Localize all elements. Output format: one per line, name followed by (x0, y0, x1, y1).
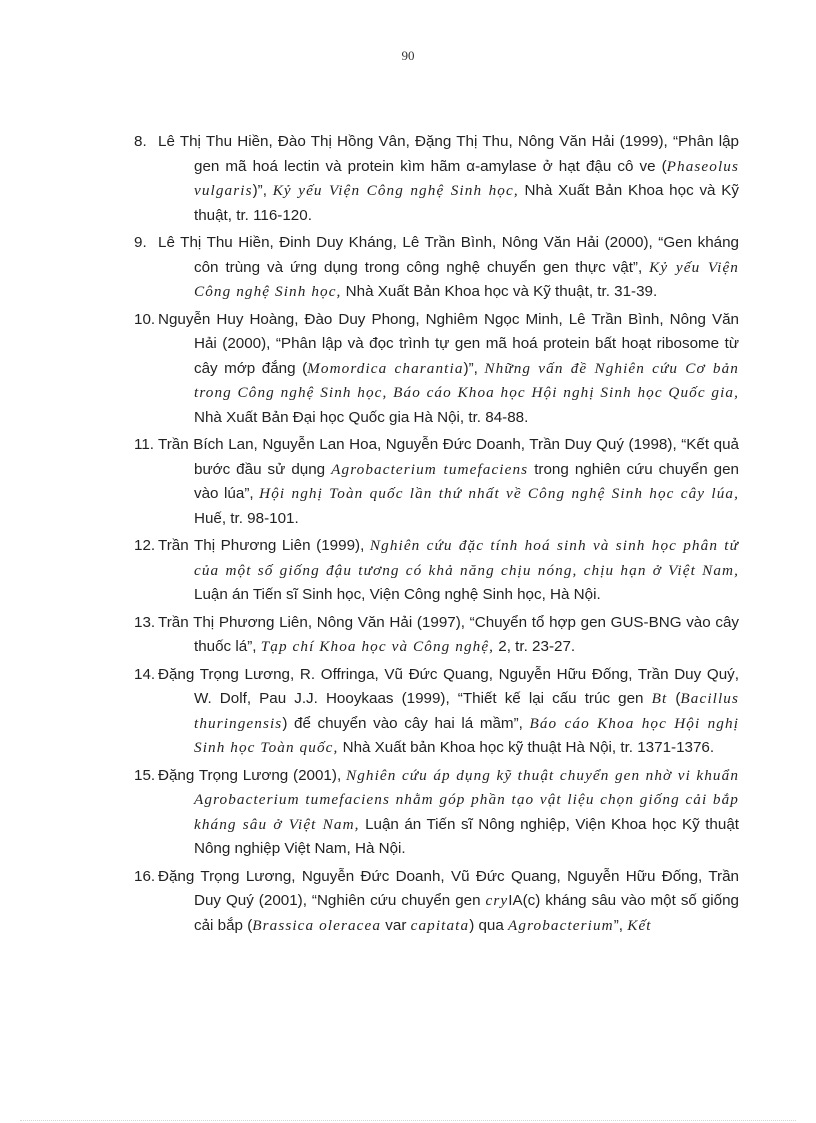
reference-segment: var (381, 916, 411, 934)
reference-segment: trong nghiên cứu chuyển gen vào lúa”, (194, 460, 740, 502)
reference-number: 16. (134, 867, 156, 885)
reference-number: 14. (134, 665, 156, 683)
reference-segment: Lê Thị Thu Hiền, Đinh Duy Kháng, Lê Trần Bình, Nông Văn Hải (2000), “Gen kháng côn trùng và ứng dụng trong công nghệ chuyển gen thực vật”, (158, 234, 739, 276)
reference-number: 11. (134, 436, 154, 453)
reference-segment: 2, tr. 23-27. (494, 638, 576, 655)
reference-item (134, 130, 739, 228)
reference-number: 9. (134, 234, 147, 251)
reference-item (134, 663, 739, 761)
reference-text (158, 537, 739, 603)
reference-text (158, 868, 739, 934)
reference-italic-segment: Brassica oleracea (252, 916, 382, 934)
reference-text (158, 614, 739, 656)
reference-segment: Lê Thị Thu Hiền, Đào Thị Hồng Vân, Đặng Thị Thu, Nông Văn Hải (1999), “Phân lập gen mã hoá lectin và protein kìm hãm α-amylase ở hạt đậu cô ve ( (158, 133, 739, 175)
reference-list (134, 130, 739, 941)
reference-text (158, 767, 739, 858)
reference-italic-segment: capitata (410, 916, 470, 934)
reference-italic-segment: Momordica charantia (307, 359, 464, 377)
reference-segment: Nhà Xuất Bản Đại học Quốc gia Hà Nội, tr. 84-88. (194, 408, 529, 426)
reference-item (134, 764, 739, 862)
reference-segment: IA(c) kháng sâu vào một số giống cải bắp ( (194, 892, 739, 934)
reference-segment: ”, (613, 916, 628, 934)
reference-segment: Đặng Trọng Lương (2001), (158, 766, 346, 784)
reference-item (134, 433, 739, 531)
reference-segment: Huế, tr. 98-101. (194, 509, 299, 527)
reference-segment: ) qua (469, 916, 509, 934)
reference-italic-segment: Kỷ yếu Viện Công nghệ Sinh học, (194, 258, 740, 300)
reference-segment: ) để chuyển vào cây hai lá mầm”, (282, 714, 530, 732)
reference-segment: )”, (463, 359, 485, 377)
reference-number: 15. (134, 766, 156, 784)
reference-italic-segment: Kết (627, 916, 652, 934)
reference-number: 13. (134, 613, 156, 631)
reference-text (158, 666, 739, 757)
reference-item (134, 231, 739, 305)
page-number: 90 (401, 48, 415, 63)
page-bottom-divider (20, 1120, 796, 1121)
reference-italic-segment: Nghiên cứu áp dụng kỹ thuật chuyển gen nhờ vi khuẩn Agrobacterium tumefaciens nhằm góp phần tạo vật liệu chọn giống cải bắp kháng sâu ở Việt Nam, (194, 766, 740, 833)
reference-italic-segment: Phaseolus vulgaris (194, 157, 739, 199)
reference-number: 12. (134, 537, 156, 554)
reference-segment: Đặng Trọng Lương, R. Offringa, Vũ Đức Quang, Nguyễn Hữu Đống, Trần Duy Quý, W. Dolf, Pau J.J. Hooykaas (1999), “Thiết kế lại cấu trúc gen (158, 665, 739, 707)
reference-italic-segment: Những vấn đề Nghiên cứu Cơ bản trong Công nghệ Sinh học, Báo cáo Khoa học Hội nghị Sinh học Quốc gia, (194, 359, 740, 401)
reference-segment: )”, (252, 182, 273, 199)
reference-text (158, 133, 739, 224)
reference-segment: Luận án Tiến sĩ Sinh học, Viện Công nghệ Sinh học, Hà Nội. (194, 586, 601, 603)
reference-text (158, 311, 739, 426)
reference-italic-segment: Báo cáo Khoa học Hội nghị Sinh học Toàn quốc, (194, 714, 740, 756)
reference-italic-segment: Agrobacterium (508, 916, 614, 934)
reference-segment: Trần Thị Phương Liên, Nông Văn Hải (1997), “Chuyển tổ hợp gen GUS-BNG vào cây thuốc lá”, (158, 613, 739, 655)
reference-number: 10. (134, 310, 156, 328)
reference-item (134, 611, 739, 660)
reference-italic-segment: Hội nghị Toàn quốc lần thứ nhất về Công nghệ Sinh học cây lúa, (259, 485, 739, 502)
reference-italic-segment: Tạp chí Khoa học và Công nghệ, (260, 638, 495, 655)
reference-item (134, 308, 739, 431)
reference-italic-segment: Kỷ yếu Viện Công nghệ Sinh học, (272, 182, 519, 199)
reference-text (158, 436, 739, 527)
reference-segment: Đặng Trọng Lương, Nguyễn Đức Doanh, Vũ Đức Quang, Nguyễn Hữu Đống, Trần Duy Quý (2001), “Nghiên cứu chuyển gen (158, 867, 739, 909)
reference-italic-segment: cry (485, 892, 509, 909)
reference-text (158, 234, 739, 300)
reference-segment: ( (667, 690, 681, 707)
reference-segment: Trần Bích Lan, Nguyễn Lan Hoa, Nguyễn Đức Doanh, Trần Duy Quý (1998), “Kết quả bước đầu sử dụng (158, 436, 739, 478)
reference-segment: Nhà Xuất Bản Khoa học và Kỹ thuật, tr. 31-39. (341, 283, 658, 300)
reference-number: 8. (134, 133, 147, 150)
reference-segment: Nhà Xuất bản Khoa học kỹ thuật Hà Nội, tr. 1371-1376. (338, 739, 715, 756)
reference-item (134, 865, 739, 939)
reference-segment: Luận án Tiến sĩ Nông nghiệp, Viện Khoa học Kỹ thuật Nông nghiệp Việt Nam, Hà Nội. (194, 815, 739, 857)
reference-italic-segment: Nghiên cứu đặc tính hoá sinh và sinh học phân tử của một số giống đậu tương có khả năng chịu nóng, chịu hạn ở Việt Nam, (194, 537, 739, 579)
reference-item (134, 534, 739, 608)
reference-italic-segment: Bt (651, 690, 668, 707)
reference-segment: Trần Thị Phương Liên (1999), (158, 537, 370, 554)
reference-segment: Nguyễn Huy Hoàng, Đào Duy Phong, Nghiêm Ngọc Minh, Lê Trần Bình, Nông Văn Hải (2000), “Phân lập và đọc trình tự gen mã hoá protein bất hoạt ribosome từ cây mớp đắng ( (158, 310, 739, 377)
reference-segment: Nhà Xuất Bản Khoa học và Kỹ thuật, tr. 116-120. (194, 182, 739, 224)
reference-italic-segment: Agrobacterium tumefaciens (331, 460, 529, 478)
reference-italic-segment: Bacillus thuringensis (194, 690, 739, 732)
